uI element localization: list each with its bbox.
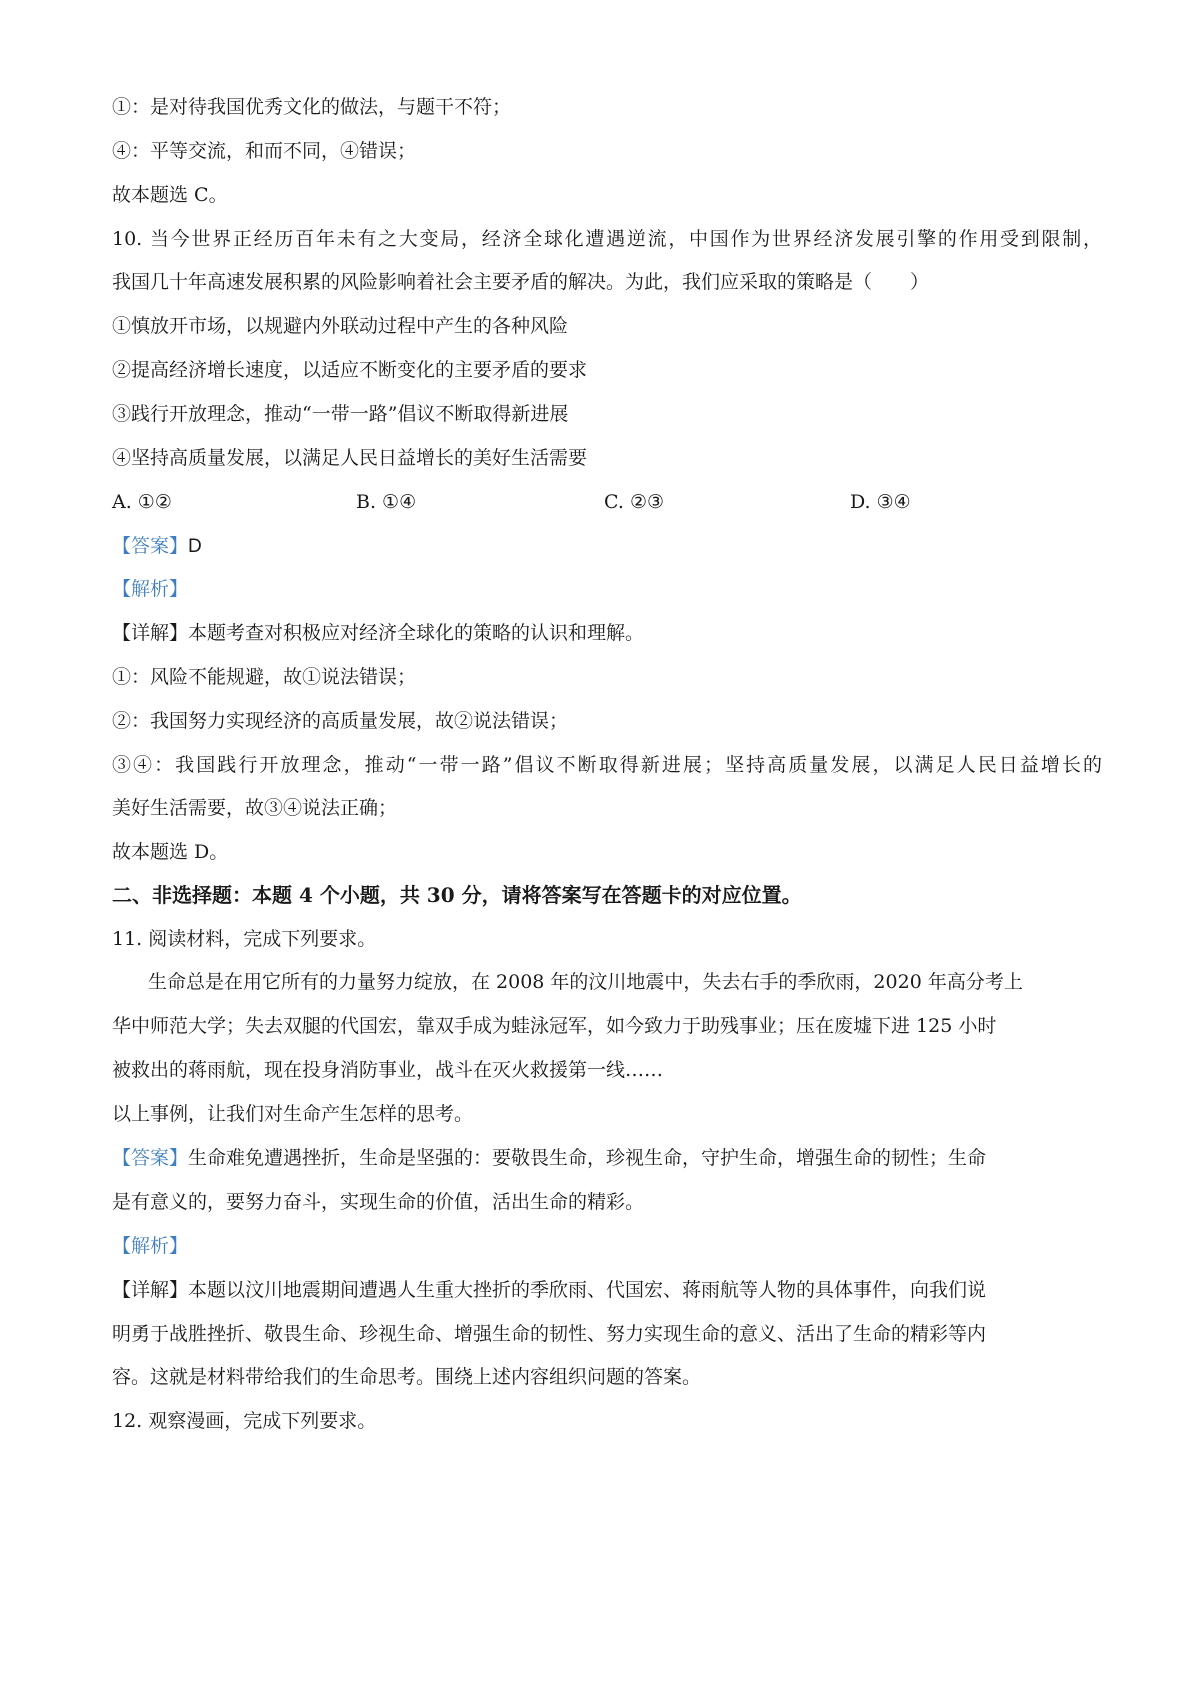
q11-material-line-1: 生命总是在用它所有的力量努力绽放，在 2008 年的汶川地震中，失去右手的季欣雨，2020 年高分考上 (148, 971, 1023, 993)
detail-tag: 【详解】 (112, 1279, 189, 1301)
q10-item-2: ②提高经济增长速度，以适应不断变化的主要矛盾的要求 (112, 359, 588, 381)
q10-explain-2: ②：我国努力实现经济的高质量发展，故②说法错误； (112, 710, 569, 732)
q11-answer-line-2: 是有意义的，要努力奋斗，实现生命的价值，活出生命的精彩。 (112, 1191, 645, 1213)
q12-stem: 12. 观察漫画，完成下列要求。 (112, 1410, 377, 1432)
q10-analysis-heading (112, 576, 1102, 602)
q11-detail-line-2: 明勇于战胜挫折、敬畏生命、珍视生命、增强生命的韧性、努力实现生命的意义、活出了生命的精彩等内 (112, 1323, 987, 1345)
q10-detail (112, 620, 1102, 646)
q11-question: 以上事例，让我们对生命产生怎样的思考。 (112, 1103, 474, 1125)
q10-option-d: D. ③④ (850, 491, 911, 513)
answer-text: 生命难免遭遇挫折，生命是坚强的：要敬畏生命，珍视生命，守护生命，增强生命的韧性；生命 (188, 1147, 987, 1169)
q10-option-a: A. ①② (112, 491, 172, 513)
q10-explain-conclusion: 故本题选 D。 (112, 841, 229, 863)
q11-answer-line-1 (112, 1145, 1102, 1171)
q11-stem: 11. 阅读材料，完成下列要求。 (112, 928, 377, 950)
q10-explain-3: ③④：我国践行开放理念，推动“一带一路”倡议不断取得新进展；坚持高质量发展，以满足人民日益增长的 (112, 754, 1102, 776)
q10-item-3: ③践行开放理念，推动“一带一路”倡议不断取得新进展 (112, 403, 569, 425)
section-2-heading: 二、非选择题：本题 4 个小题，共 30 分，请将答案写在答题卡的对应位置。 (112, 883, 802, 907)
q10-item-4: ④坚持高质量发展，以满足人民日益增长的美好生活需要 (112, 447, 588, 469)
q10-option-b: B. ①④ (356, 491, 417, 513)
analysis-tag: 【解析】 (112, 578, 189, 600)
detail-tag: 【详解】 (112, 622, 189, 644)
q11-analysis-heading (112, 1233, 1102, 1259)
q10-stem-line-1: 10. 当今世界正经历百年未有之大变局，经济全球化遭遇逆流，中国作为世界经济发展引擎的作用受到限制， (112, 228, 1102, 250)
answer-value: D (188, 536, 202, 557)
detail-text: 本题以汶川地震期间遭遇人生重大挫折的季欣雨、代国宏、蒋雨航等人物的具体事件，向我们说 (188, 1279, 987, 1301)
q10-explain-1: ①：风险不能规避，故①说法错误； (112, 666, 417, 688)
answer-tag: 【答案】 (112, 535, 189, 557)
q10-stem-line-2: 我国几十年高速发展积累的风险影响着社会主要矛盾的解决。为此，我们应采取的策略是（ ） (112, 271, 930, 293)
q11-material-line-3: 被救出的蒋雨航，现在投身消防事业，战斗在灭火救援第一线…… (112, 1059, 664, 1081)
answer-tag: 【答案】 (112, 1147, 189, 1169)
prev-explain-line-2: ④：平等交流，和而不同，④错误； (112, 140, 417, 162)
q10-answer (112, 533, 1102, 560)
detail-text: 本题考查对积极应对经济全球化的策略的认识和理解。 (188, 622, 645, 644)
q11-material-line-2: 华中师范大学；失去双腿的代国宏，靠双手成为蛙泳冠军，如今致力于助残事业；压在废墟下进 125 小时 (112, 1015, 997, 1037)
q11-detail-line-1 (112, 1277, 1102, 1303)
q11-detail-line-3: 容。这就是材料带给我们的生命思考。围绕上述内容组织问题的答案。 (112, 1366, 702, 1388)
q10-explain-4: 美好生活需要，故③④说法正确； (112, 797, 398, 819)
analysis-tag: 【解析】 (112, 1235, 189, 1257)
prev-explain-line-1: ①：是对待我国优秀文化的做法，与题干不符； (112, 96, 512, 118)
q10-item-1: ①慎放开市场，以规避内外联动过程中产生的各种风险 (112, 315, 569, 337)
prev-explain-conclusion: 故本题选 C。 (112, 184, 228, 206)
q10-option-c: C. ②③ (604, 491, 665, 513)
